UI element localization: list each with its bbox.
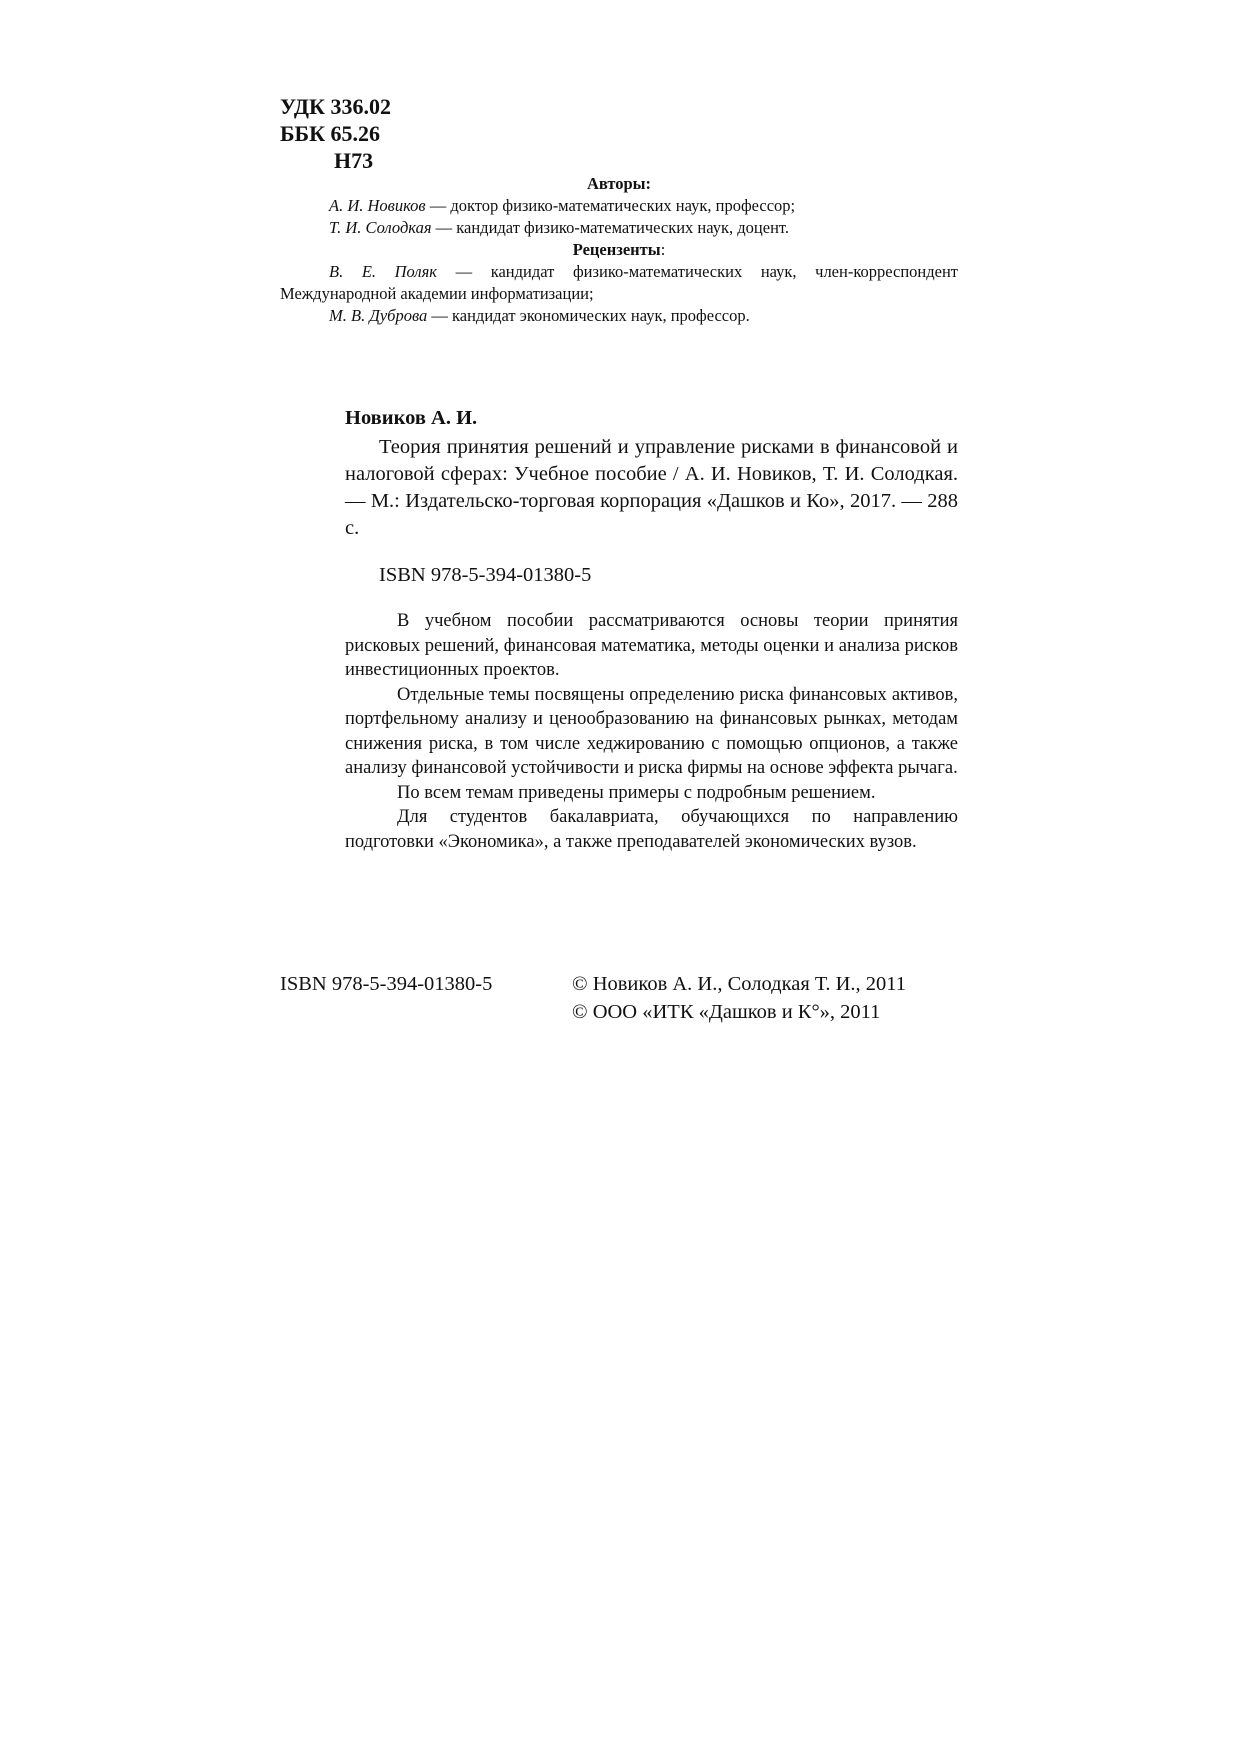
abstract-paragraph: В учебном пособии рассматриваются основы теории принятия рисковых решений, финансовая математика, методы оценки и анализа рисков инвестиционных проектов. [345,611,958,680]
authors-heading: Авторы: [586,174,652,193]
reviewers-heading-text: Рецензенты [572,240,661,259]
abstract [345,609,958,854]
classification-codes [280,93,391,174]
reviewer-description: — кандидат физико-математических наук, член-корреспондент Международной академии информатизации; [280,262,958,303]
author-name: А. И. Новиков [329,196,426,215]
abstract-paragraph: Отдельные темы посвящены определению риска финансовых активов, портфельному анализу и ценообразованию на финансовых рынках, методам снижения риска, в том числе хеджированию с помощью опционов, а также анализу финансовой устойчивости и риска фирмы на основе эффекта рычага. [345,684,958,778]
author-entry [280,195,958,217]
credits-block [280,173,958,327]
copyright-notices [572,970,906,1026]
udk-code: УДК 336.02 [280,94,392,119]
reviewer-entry [280,305,958,327]
author-description: — доктор физико-математических наук, профессор; [425,196,796,215]
author-name: Т. И. Солодкая [329,218,432,237]
author-description: — кандидат физико-математических наук, доцент. [431,218,789,237]
reviewer-name: М. В. Дуброва [329,306,428,325]
copyright-line: © Новиков А. И., Солодкая Т. И., 2011 [572,973,907,995]
author-mark: Н73 [334,148,374,173]
biblio-description: Теория принятия решений и управление рисками в финансовой и налоговой сферах: Учебное пособие / А. И. Новиков, Т. И. Солодкая. — М.: Издательско-торговая корпорация «Дашков и Ко», 2017. — 288 с. [345,436,958,539]
reviewers-heading-colon: : [660,240,666,259]
biblio-author: Новиков А. И. [345,407,478,429]
author-entry [280,217,958,239]
footer-isbn: ISBN 978-5-394-01380-5 [280,973,493,995]
copyright-line: © ООО «ИТК «Дашков и К°», 2011 [572,1001,881,1023]
bbk-code: ББК 65.26 [280,121,381,146]
abstract-paragraph: По всем темам приведены примеры с подробным решением. [397,782,876,803]
reviewer-name: В. Е. Поляк [329,262,437,281]
reviewers-heading [280,239,958,261]
reviewer-description: — кандидат экономических наук, профессор. [427,306,750,325]
biblio-isbn: ISBN 978-5-394-01380-5 [379,564,592,586]
reviewer-entry [280,261,958,305]
abstract-paragraph: Для студентов бакалавриата, обучающихся по направлению подготовки «Экономика», а также преподавателей экономических вузов. [345,807,958,852]
bibliographic-record [345,405,958,854]
